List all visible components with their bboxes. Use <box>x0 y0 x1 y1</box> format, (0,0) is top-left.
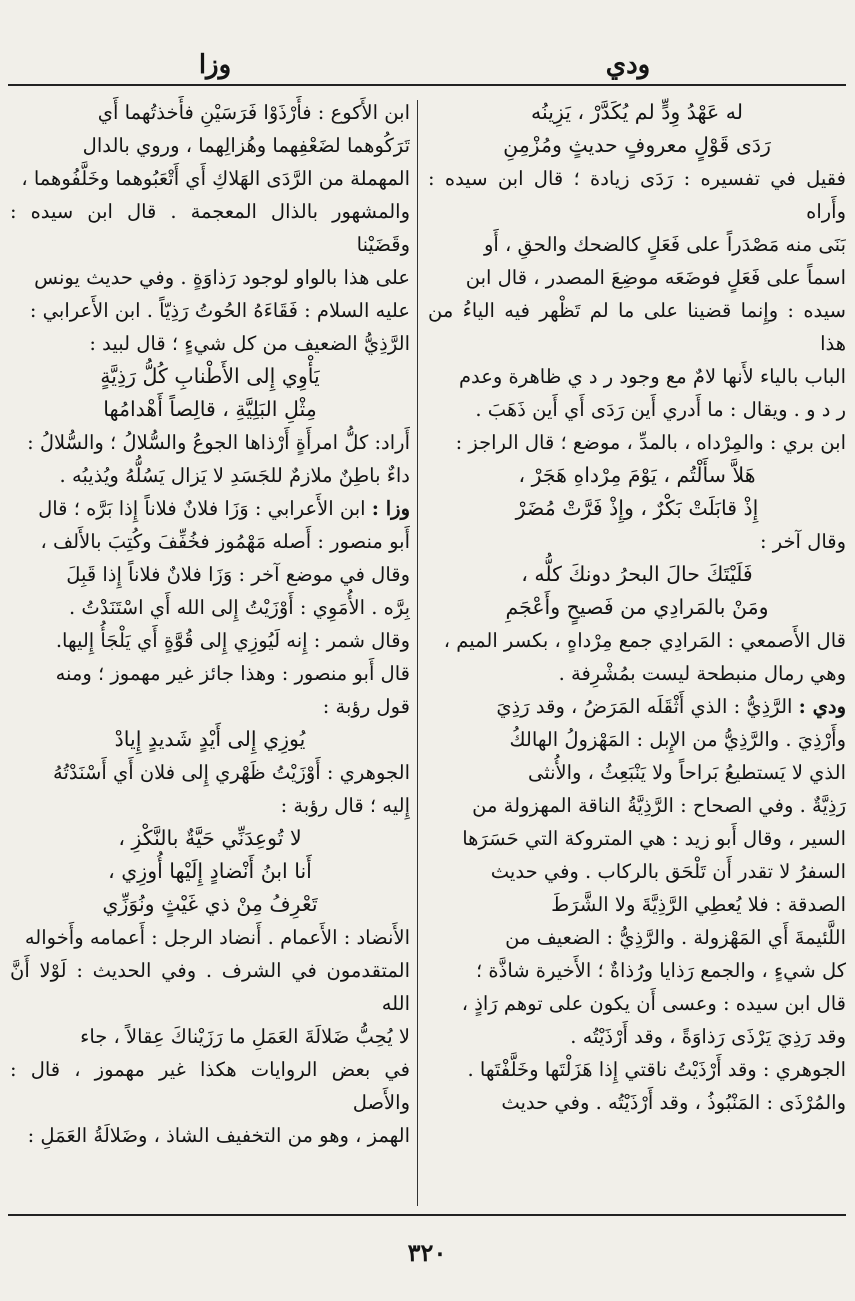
prose-line: بِرَّه . الأُمَوِي : أَوْزَيْتُ إِلى الله أَي اسْتَنَدْتُ . <box>69 596 410 619</box>
verse-line: هَلاَّ سأَلْتُم ، يَوْمَ مِرْداهِ هَجَرْ ، <box>518 463 756 487</box>
prose-line: ابن الأَكوع : فأَرْذَوْا فَرَسَيْنِ فأَخذتُهما أَي <box>97 101 410 124</box>
left-column-headword: وزا <box>198 50 232 80</box>
prose-line: اللَّئيمةَ أَي المَهْزولة . والرَّذِيُّ : الضعيف من <box>505 926 846 949</box>
prose-line: إِليه ؛ قال رؤبة : <box>280 794 410 817</box>
prose-line: قال ابن سيده : وعسى أَن يكون على توهم رَاذٍ ، <box>461 992 846 1015</box>
verse-line: له عَهْدُ وِدٍّ لم يُكَدَّرْ ، يَزِينُه <box>531 100 743 124</box>
entry-line <box>428 690 846 723</box>
verse-line: لا تُوعِدَنِّي حَيَّةٌ بالنَّكْزِ ، <box>118 826 302 850</box>
prose-line: أَراد: كلُّ امرأَةٍ أَرْذاها الجوعُ والسُّلالُ ؛ والسُّلالُ : <box>27 431 410 454</box>
prose-line: والمشهور بالذال المعجمة . قال ابن سيده : وقَضَيْنا <box>10 200 410 256</box>
prose-line: والمُرْذَى : المَنْبُوذُ ، وقد أَرْذَيْتُه . وفي حديث <box>501 1091 846 1114</box>
verse-line: ومَنْ بالمَرادِي من فَصيحٍ وأَعْجَمِ <box>505 595 769 619</box>
verse-line: أَنا ابنُ أَنْضادٍ إِلَيْها أُوزِي ، <box>108 859 312 883</box>
top-rule <box>8 84 846 86</box>
prose-line: قال الأَصمعي : المَرادِي جمع مِرْداهٍ ، بكسر الميم ، <box>443 629 846 652</box>
prose-line: الذي لا يَستطيعُ بَراحاً ولا يَنْبَعِثُ ، والأُنثى <box>527 761 846 784</box>
prose-line: السفرُ لا تقدر أَن تَلْحَق بالركاب . وفي حديث <box>490 860 846 883</box>
prose-line: قال أَبو منصور : وهذا جائز غير مهموز ؛ ومنه <box>55 662 410 685</box>
prose-line: الصدقة : فلا يُعطِي الرَّذِيَّةَ ولا الشَّرَطَ <box>551 893 846 916</box>
prose-line: وهي رمال منبطحة ليست بمُشْرِفة . <box>558 662 846 685</box>
prose-line: تَرَكُوهما لضَعْفِهما وهُزالِهما ، وروي بالدال <box>82 134 410 157</box>
prose-line: السير ، وقال أَبو زيد : هي المتروكة التي حَسَرَها <box>462 827 846 850</box>
prose-line: على هذا بالواو لوجود رَذاوَةٍ . وفي حديث يونس <box>34 266 410 289</box>
prose-line: وقال شمر : إِنه لَيُوزِي إِلى قُوَّةٍ أَي يَلْجَأُ إِليها. <box>55 629 410 652</box>
verse-line: يُوزِي إِلى أَيْدٍ شَديدٍ إِيادْ <box>114 727 306 751</box>
prose-line: بَنَى منه مَصْدَراً على فَعَلٍ كالضحك والحقِ ، أَو <box>483 233 846 256</box>
prose-line: سيده : وإِنما قضينا على ما لم تَظْهر فيه الياءُ من هذا <box>428 299 846 355</box>
entry-line <box>10 492 410 525</box>
prose-line: الهمز ، وهو من التخفيف الشاذ ، وضَلالَةُ العَمَلِ : <box>27 1124 410 1147</box>
prose-line: المهملة من الرَّدَى الهَلاكِ أَي أَتْعَبُوهما وخَلَّفُوهما ، <box>21 167 410 190</box>
prose-line: وقال آخر : <box>759 530 846 553</box>
prose-line: المتقدمون في الشرف . وفي الحديث : لَوْلا أَنَّ الله <box>10 959 410 1015</box>
right-text-column <box>428 96 846 1208</box>
left-text-column <box>10 96 410 1208</box>
prose-line: وقال في موضع آخر : وَزَا فلانٌ فلاناً إِذا قَبِلَ <box>66 563 410 586</box>
prose-line: ابن بري : والمِرْداه ، بالمدِّ ، موضع ؛ قال الراجز : <box>455 431 846 454</box>
prose-line: فقيل في تفسيره : رَدَى زيادة ؛ قال ابن سيده : وأَراه <box>428 167 846 223</box>
verse-line: فَلَيْتَكَ حالَ البحرُ دونكَ كلُّه ، <box>521 562 753 586</box>
prose-line: كل شيءٍ ، والجمع رَذايا ورُذاةٌ ؛ الأَخيرة شاذَّة ؛ <box>476 959 846 982</box>
prose-line: في بعض الروايات هكذا غير مهموز ، قال : والأَصل <box>10 1058 410 1114</box>
prose-line: الجوهري : أَوْزَيْتُ ظَهْري إِلى فلان أَي أَسْنَدْتُهُ <box>53 761 410 784</box>
prose-line: داءٌ باطِنٌ ملازمٌ للجَسَدِ لا يَزال يَسُلُّهُ ويُذيبُه . <box>59 464 410 487</box>
verse-line: مِثْلِ البَلِيَّةِ ، قالِصاً أَهْدامُها <box>103 397 317 421</box>
prose-line: قول رؤبة : <box>322 695 410 718</box>
entry-headword: وزا : <box>371 497 410 520</box>
right-column-headword: ودي <box>605 50 651 80</box>
entry-headword: ودي : <box>798 695 846 718</box>
prose-line: وقد رَذِيَ يَرْذَى رَذاوَةً ، وقد أَرْذَيْتُه . <box>570 1025 846 1048</box>
verse-line: رَدَى قَوْلٍ معروفٍ حديثٍ ومُزْمِنِ <box>503 133 771 157</box>
prose-line: رَذِيَّةٌ . وفي الصحاح : الرَّذِيَّةُ الناقة المهزولة من <box>472 794 846 817</box>
prose-line: اسماً على فَعَلٍ فوضَعَه موضِعَ المصدر ، قال ابن <box>465 266 846 289</box>
prose-line: عليه السلام : فَقَاءَهُ الحُوتُ رَذِيّاً . ابن الأَعرابي : <box>29 299 410 322</box>
prose-line: لا يُحِبُّ ضَلالَةَ العَمَلِ ما رَزَيْناكَ عِقالاً ، جاء <box>80 1025 410 1048</box>
column-separator <box>417 100 418 1206</box>
prose-line: الرَّذِيُّ الضعيف من كل شيءٍ ؛ قال لبيد : <box>89 332 410 355</box>
verse-line: إِذْ قابَلَتْ بَكْرٌ ، وإِذْ فَرَّتْ مُضَرْ <box>515 496 759 520</box>
prose-line: وأَرْذِيَ . والرَّذِيُّ من الإِبل : المَهْزولُ الهالكُ <box>509 728 846 751</box>
prose-line: أَبو منصور : أَصله مَهْمُوز فخُفِّفَ وكُتِبَ بالأَلف ، <box>40 530 410 553</box>
verse-line: يَأْوِي إِلى الأَطْنابِ كُلُّ رَذِيَّةٍ <box>100 364 320 388</box>
entry-text: ابن الأَعرابي : وَزَا فلانٌ فلاناً إِذا بَرَّه ؛ قال <box>38 497 366 520</box>
prose-line: ر د و . ويقال : ما أَدري أَين رَدَى أَي أَين ذَهَبَ . <box>475 398 846 421</box>
bottom-rule <box>8 1214 846 1216</box>
prose-line: الباب بالياء لأَنها لامٌ مع وجود ر د ي ظاهرة وعدم <box>458 365 846 388</box>
entry-text: الرَّذِيُّ : الذي أَثْقَلَه المَرَضُ ، وقد رَذِيَ <box>496 695 793 718</box>
prose-line: الجوهري : وقد أَرْذَيْتُ ناقتي إِذا هَزَلْتَها وخَلَّفْتَها . <box>467 1058 846 1081</box>
page-number: ٣٢٠ <box>407 1238 447 1267</box>
prose-line: الأَنضاد : الأَعمام . أَنضاد الرجل : أَعمامه وأَخواله <box>24 926 410 949</box>
verse-line: تَعْرِفُ مِنْ ذي غَيْثٍ ونُوَزِّي <box>102 892 318 916</box>
